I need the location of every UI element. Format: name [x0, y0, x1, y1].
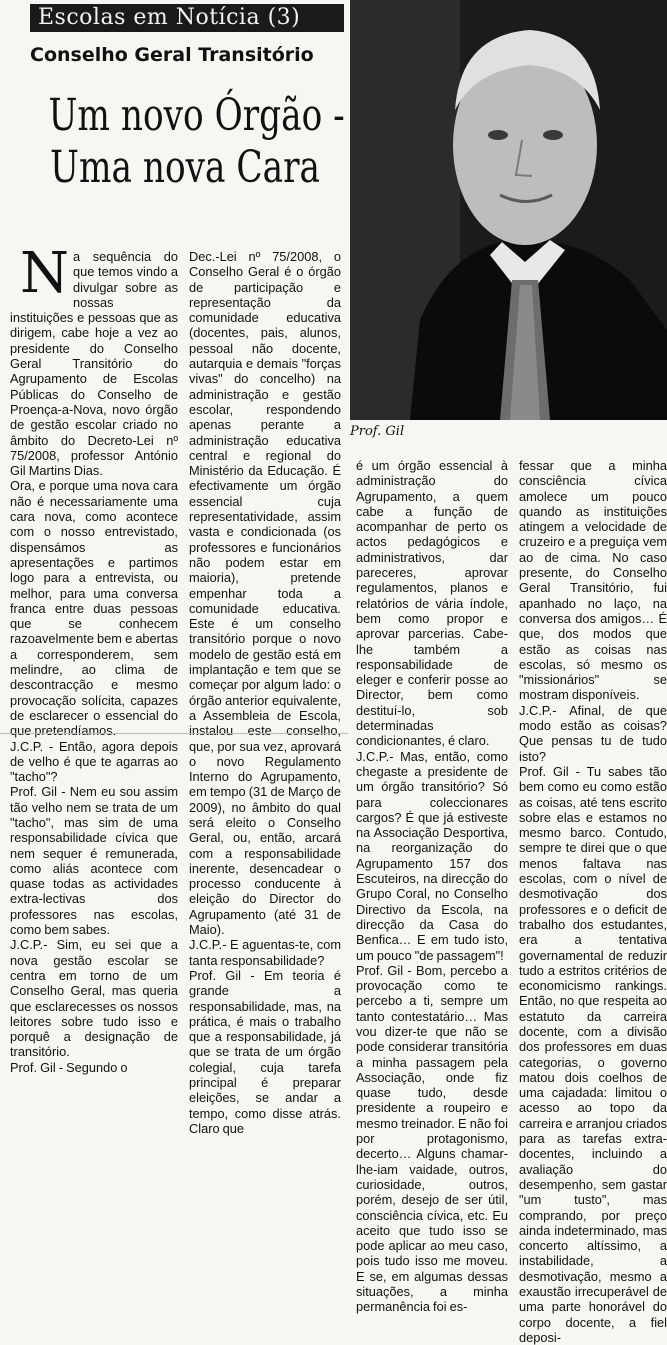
drop-cap: N	[20, 241, 69, 306]
paragraph: é um órgão essencial à administração do Agrupamento, a quem cabe a função de acompanhar de perto os actos pedagógicos e administrativos, dar pareceres, aprovar regulamentos, planos e relatórios de vária índole, bem como propor e aprovar parcerias. Cabe-lhe também a responsabilidade de eleger e conferir posse ao Director, bem como destituí-lo, sob determinadas condicionantes, é claro.	[356, 458, 508, 749]
paragraph: J.C.P.- Afinal, de que modo estão as coisas? Que pensas tu de tudo isto?	[519, 702, 667, 764]
article-column-3	[356, 458, 508, 1315]
divider	[0, 733, 348, 734]
headline-line-1: Um novo Órgão -	[48, 90, 345, 141]
headline	[10, 90, 360, 194]
article-column-4	[519, 458, 667, 1345]
photo-caption: Prof. Gil	[350, 424, 405, 439]
paragraph: J.C.P.- Mas, então, como chegaste a presidente de um órgão transitório? Só para coleccionares cargos? É que já estiveste na Associação Desportiva, na reorganização do Agrupamento 157 dos Escuteiros, na direcção do Grupo Coral, no Conselho Directivo da Escola, na direcção da Casa do Benfica… E em tudo isto, um pouco "de passagem"!	[356, 748, 508, 963]
paragraph: Prof. Gil - Em teoria é grande a responsabilidade, mas, na prática, é mais o trabalho que a responsabilidade, já que se trata de um órgão colegial, cuja tarefa principal é preparar eleições, se andar a tempo, como disse atrás. Claro que	[189, 967, 341, 1136]
paragraph: Dec.-Lei nº 75/2008, o Conselho Geral é o órgão de participação e representação da comunidade educativa (docentes, pais, alunos, pessoal não docente, autarquia e demais "forças vivas" do concelho) na administração e gestão escolar, respondendo apenas perante a administração educativa central e regional do Ministério da Educação. É efectivamente um órgão essencial cuja representatividade, assim vasta e condicionada (os professores e funcionários não podem estar em maioria), pretende empenhar toda a comunidade educativa. Este é um conselho transitório porque o novo modelo de gestão está em implantação e tem que se começar por algum lado: o órgão anterior equivalente, a Assembleia de Escola, instalou este conselho, que, por sua vez, aprovará o novo Regulamento Interno do Agrupamento, em tempo (31 de Março de 2009), no âmbito do qual será eleito o Conselho Geral, ou, então, arcará com a responsabilidade inerente, desencadear o processo conducente à eleição do Director do Agrupamento (até 31 de Maio).	[189, 249, 341, 938]
paragraph: J.C.P.- Sim, eu sei que a nova gestão escolar se centra em torno de um Conselho Geral, mas queria que esclarecesses os nossos leitores sobre tudo isso e porquê a designação de transitório.	[10, 937, 178, 1060]
article-column-1	[10, 241, 178, 1075]
paragraph: Ora, e porque uma nova cara não é necessariamente uma cara nova, como acontece com o nosso entrevistado, dispensámos as apresentações e partimos logo para a entrevista, ou melhor, para uma conversa franca entre duas pessoas que se conhecem razoavelmente bem e abertas a corresponderem, sem melindre, ao clima de descontracção e mesmo provocação solícita, capazes de esclarecer o essencial do que pretendíamos.	[10, 478, 178, 739]
portrait-illustration	[350, 0, 667, 420]
paragraph: Prof. Gil - Segundo o	[10, 1059, 128, 1075]
paragraph: fessar que a minha consciência cívica amolece um pouco quando as instituições atingem a velocidade de cruzeiro e a preguiça vem ao de cima. No caso presente, do Conselho Geral Transitório, fui apanhado no laço, na conversa dos amigos… É que, dos modos que estão as coisas nas escolas, só mesmo os "missionários" se mostram disponíveis.	[519, 458, 667, 703]
portrait-photo	[350, 0, 667, 420]
paragraph: a sequência do que temos vindo a divulgar sobre as nossas instituições e pessoas que as dirigem, cabe hoje a vez ao presidente do Conselho Geral Transitório do Agrupamento de Escolas Públicas do Conselho de Proença-a-Nova, novo órgão de gestão escolar criado no âmbito do Decreto-Lei nº 75/2008, professor António Gil Martins Dias.	[10, 249, 178, 479]
paragraph: Prof. Gil - Nem eu sou assim tão velho nem se trata de um "tacho", mas sim de uma responsabilidade cívica que nem sequer é remunerada, como aliás acontece com quase todas as actividades extra-lectivas dos professores nas escolas, como bem sabes.	[10, 784, 178, 938]
paragraph: Prof. Gil - Tu sabes tão bem como eu como estão as coisas, até tens escrito sobre elas e estamos no mesmo barco. Contudo, sempre te direi que o que menos faltava nas escolas, com o nível de desmotivação dos professores e o deficit de trabalho dos estudantes, era a tentativa governamental de reduzir tudo a estritos critérios de economicismo rankings. Então, no que respeita ao estatuto da carreira docente, com a divisão dos professores em duas categorias, o governo matou dois coelhos de uma cajadada: limitou o acesso ao topo da carreira e arranjou criados para as tarefas extra-docentes, incluindo a avaliação do desempenho, sem gastar "um tusto", mas comprando, por preço ainda indeterminado, mas concerto altíssimo, a instabilidade, a desmotivação, mesmo a exaustão irrecuperável de uma parte honorável do corpo docente, a fiel deposi-	[519, 763, 667, 1345]
paragraph: J.C.P. - Então, agora depois de velho é que te agarras ao "tacho"?	[10, 738, 178, 785]
paragraph: J.C.P.- E aguentas-te, com tanta responsabilidade?	[189, 937, 341, 968]
article-column-2	[189, 249, 341, 1136]
kicker: Conselho Geral Transitório	[30, 44, 314, 66]
headline-line-2: Uma nova Cara	[50, 142, 320, 193]
paragraph: Prof. Gil - Bom, percebo a provocação como te percebo a ti, sempre um tanto contestatário… Mas vou dizer-te que não se pode considerar transitória a minha passagem pela Associação, onde fiz quase tudo, desde presidente a roupeiro e mesmo treinador. E não foi por protagonismo, decerto… Alguns chamar-lhe-iam vaidade, outros, curiosidade, outros, porém, desejo de ser útil, consciência cívica, etc. Eu aceito que tudo isso se pode aplicar ao meu caso, pois tudo isso me moveu. E se, em algumas dessas situações, a minha permanência foi es-	[356, 962, 508, 1315]
section-banner: Escolas em Notícia (3)	[30, 4, 344, 32]
